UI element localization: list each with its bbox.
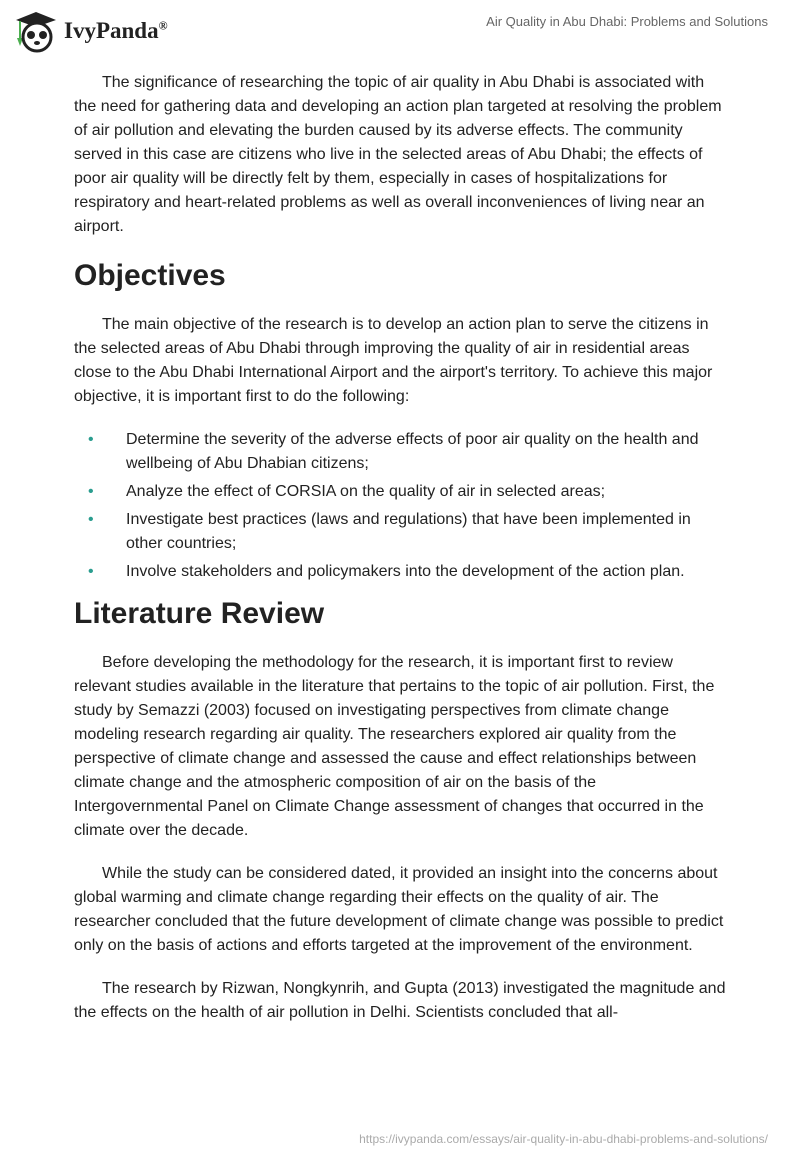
heading-objectives: Objectives — [74, 259, 226, 292]
heading-literature-review: Literature Review — [74, 597, 325, 630]
list-item — [74, 560, 728, 584]
objectives-list — [74, 428, 728, 584]
list-item-text: Investigate best practices (laws and regulations) that have been implemented in other countries; — [126, 511, 691, 552]
list-item-text: Analyze the effect of CORSIA on the quality of air in selected areas; — [126, 483, 606, 500]
paragraph: While the study can be considered dated, it provided an insight into the concerns about global warming and climate change regarding their effects on the quality of air. The researcher concluded that the future development of climate change was possible to predict only on the basis of actions and efforts targeted at the improvement of the environment. — [74, 865, 724, 954]
paragraph: The research by Rizwan, Nongkynrih, and Gupta (2013) investigated the magnitude and the effects on the health of air pollution in Delhi. Scientists concluded that all- — [74, 980, 726, 1021]
paragraph: The main objective of the research is to develop an action plan to serve the citizens in the selected areas of Abu Dhabi through improving the quality of air in residential areas close to the Abu Dhabi International Airport and the airport's territory. To achieve this major objective, it is important first to do the following: — [74, 316, 713, 405]
logo-text: IvyPanda — [64, 18, 159, 43]
list-item — [74, 428, 728, 476]
list-item — [74, 480, 728, 504]
bullet-icon: • — [88, 563, 94, 580]
essay-content — [74, 71, 728, 1044]
bullet-icon: • — [88, 483, 94, 500]
document-title: Air Quality in Abu Dhabi: Problems and Solutions — [486, 14, 768, 29]
header — [0, 0, 800, 60]
panda-logo-icon — [12, 8, 58, 54]
list-item — [74, 508, 728, 556]
list-item-text: Involve stakeholders and policymakers into the development of the action plan. — [126, 563, 685, 580]
bullet-icon: • — [88, 431, 94, 448]
bullet-icon: • — [88, 511, 94, 528]
source-url[interactable]: https://ivypanda.com/essays/air-quality-in-abu-dhabi-problems-and-solutions/ — [359, 1132, 768, 1146]
paragraph: The significance of researching the topic of air quality in Abu Dhabi is associated with the need for gathering data and developing an action plan targeted at resolving the problem of air pollution and elevating the burden caused by its adverse effects. The community served in this case are citizens who live in the selected areas of Abu Dhabi; the effects of poor air quality will be directly felt by them, especially in cases of hospitalizations for respiratory and heart-related problems as well as overall inconveniences of living near an airport. — [74, 74, 722, 235]
paragraph: Before developing the methodology for the research, it is important first to review relevant studies available in the literature that pertains to the topic of air pollution. First, the study by Semazzi (2003) focused on investigating perspectives from climate change modeling research regarding air quality. The researchers explored air quality from the perspective of climate change and assessed the cause and effect relationships between climate change and the atmospheric composition of air on the basis of the Intergovernmental Panel on Climate Change assessment of changes that occurred in the climate over the decade. — [74, 654, 715, 839]
list-item-text: Determine the severity of the adverse effects of poor air quality on the health and wellbeing of Abu Dhabian citizens; — [126, 431, 699, 472]
registered-mark: ® — [158, 18, 168, 33]
logo[interactable] — [12, 8, 168, 54]
